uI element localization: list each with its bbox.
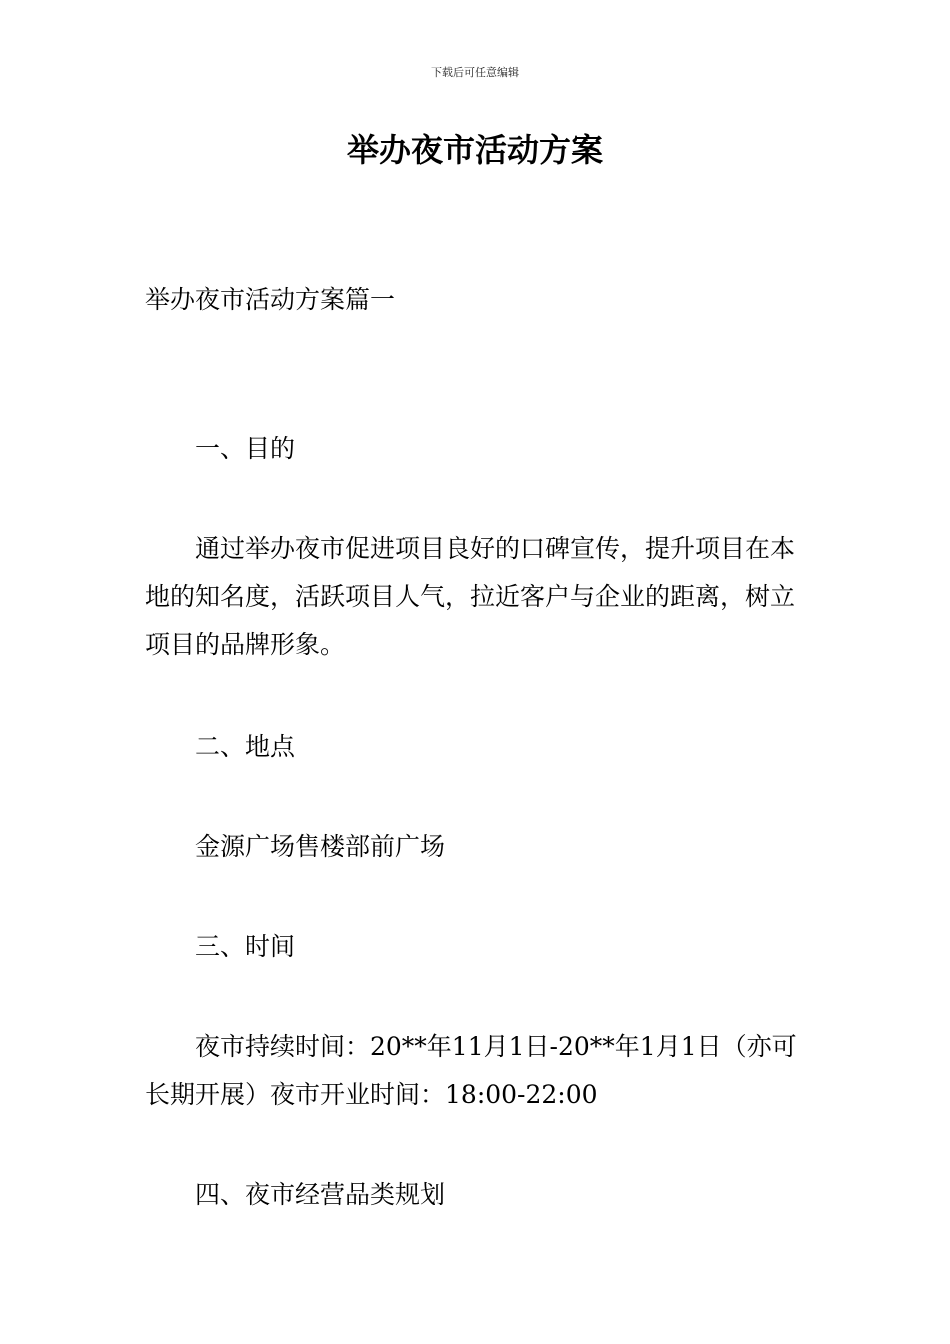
section-body-location: 金源广场售楼部前广场 <box>195 832 446 861</box>
section-heading-time: 三、时间 <box>195 932 296 961</box>
section-heading-purpose: 一、目的 <box>195 434 296 463</box>
section-subtitle: 举办夜市活动方案篇一 <box>145 285 396 314</box>
page-header-note: 下载后可任意编辑 <box>431 66 519 79</box>
section-heading-categories: 四、夜市经营品类规划 <box>195 1180 446 1209</box>
section-body-time: 夜市持续时间：20**年11月1日-20**年1月1日（亦可长期开展）夜市开业时间：18:00-22:00 <box>145 1032 797 1109</box>
document-title: 举办夜市活动方案 <box>346 131 603 169</box>
section-heading-location: 二、地点 <box>195 732 296 761</box>
section-body-purpose: 通过举办夜市促进项目良好的口碑宣传，提升项目在本地的知名度，活跃项目人气，拉近客户与企业的距离，树立项目的品牌形象。 <box>145 534 796 659</box>
